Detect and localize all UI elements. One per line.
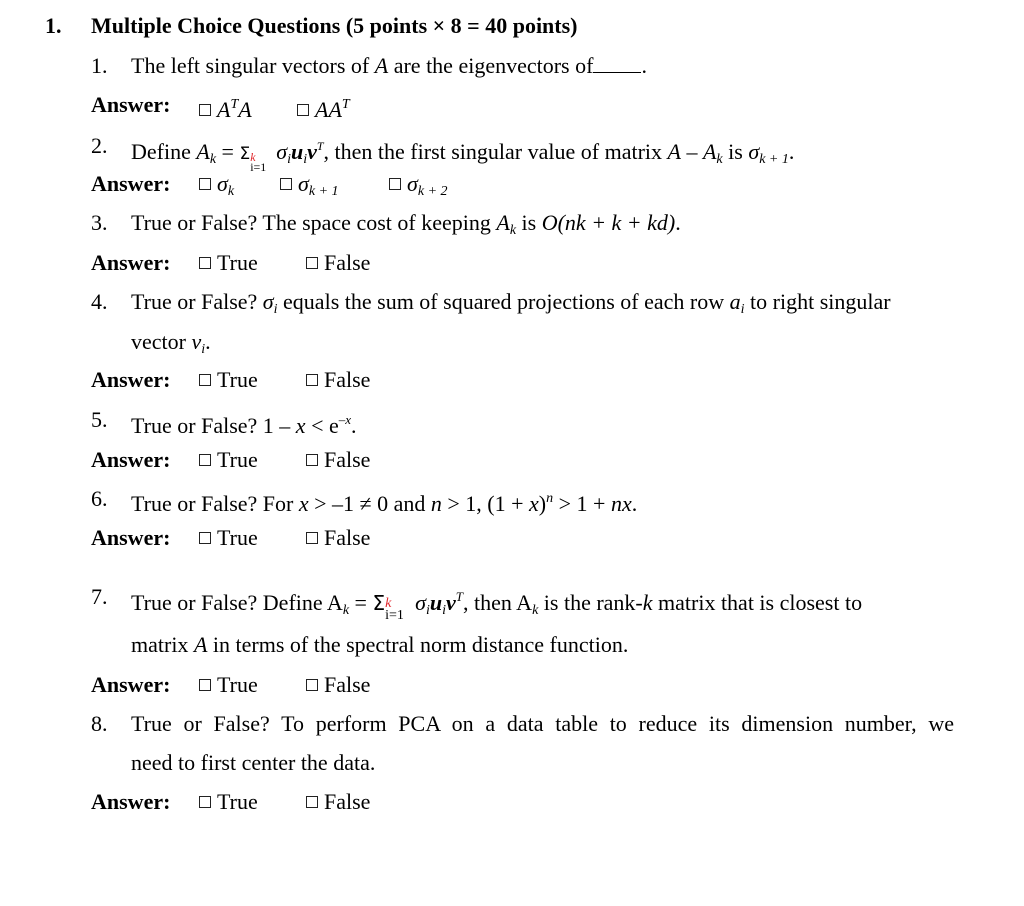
question-text: True or False? To perform PCA on a data table to reduce its dimension number, we — [131, 711, 954, 736]
checkbox[interactable] — [389, 178, 401, 190]
answer-option-false[interactable]: False — [306, 524, 370, 552]
question-text: True or False? $1 - x < e^{-x}$. — [131, 412, 357, 438]
answer-option[interactable]: $\sigma_{k + 1}$ — [280, 170, 339, 206]
answer-option[interactable]: $A^TA$ — [199, 91, 252, 124]
checkbox[interactable] — [306, 796, 318, 808]
checkbox[interactable] — [199, 454, 211, 466]
question-number: 1. — [91, 53, 108, 78]
checkbox[interactable] — [199, 374, 211, 386]
question-number: 4. — [91, 289, 108, 314]
checkbox[interactable] — [306, 679, 318, 691]
answer-option-true[interactable]: True — [199, 446, 258, 474]
question-text: True or False? Define $A_k = \Sigma$ k i=1 $\sigma_iu_iv^T$, then $A_k$ is the rank-k matrix that is closest to — [131, 589, 863, 623]
answer-label: Answer: — [91, 171, 171, 196]
question-text-line2: vector $v_i$. — [131, 329, 211, 357]
answer-option-true[interactable]: True — [199, 366, 258, 394]
checkbox[interactable] — [306, 532, 318, 544]
question-text: True or False? $\sigma_i$ equals the sum of squared projections of each row $a_i$ to right singular — [131, 289, 891, 317]
question-text-line2: matrix A in terms of the spectral norm distance function. — [131, 632, 629, 657]
answer-blank — [593, 54, 641, 73]
question-number: 7. — [91, 584, 108, 609]
answer-label: Answer: — [91, 92, 171, 117]
checkbox[interactable] — [306, 374, 318, 386]
checkbox[interactable] — [199, 679, 211, 691]
checkbox[interactable] — [306, 454, 318, 466]
section-title: Multiple Choice Questions (5 points × 8 = 40 points) — [91, 13, 578, 38]
question-text: True or False? The space cost of keeping $A_k$ is O(nk + k + kd). — [131, 210, 681, 238]
checkbox[interactable] — [199, 178, 211, 190]
checkbox[interactable] — [280, 178, 292, 190]
question-number: 3. — [91, 210, 108, 235]
answer-option-false[interactable]: False — [306, 446, 370, 474]
answer-option-false[interactable]: False — [306, 366, 370, 394]
answer-option-true[interactable]: True — [199, 249, 258, 277]
answer-option-false[interactable]: False — [306, 788, 370, 816]
question-text-line2: need to first center the data. — [131, 750, 376, 775]
question-number: 2. — [91, 133, 108, 158]
answer-option-false[interactable]: False — [306, 249, 370, 277]
checkbox[interactable] — [306, 257, 318, 269]
checkbox[interactable] — [297, 104, 309, 116]
answer-option[interactable]: $\sigma_{k + 2}$ — [389, 170, 448, 206]
answer-option[interactable]: $\sigma_k$ — [199, 170, 234, 206]
answer-option-false[interactable]: False — [306, 671, 370, 699]
summation-icon: Σ — [372, 591, 386, 615]
question-number: 6. — [91, 486, 108, 511]
answer-label: Answer: — [91, 367, 171, 392]
section-number: 1. — [45, 13, 62, 38]
checkbox[interactable] — [199, 796, 211, 808]
answer-option-true[interactable]: True — [199, 788, 258, 816]
answer-label: Answer: — [91, 672, 171, 697]
answer-label: Answer: — [91, 525, 171, 550]
checkbox[interactable] — [199, 532, 211, 544]
answer-label: Answer: — [91, 447, 171, 472]
checkbox[interactable] — [199, 257, 211, 269]
question-text: The left singular vectors of A are the eigenvectors of . — [131, 53, 647, 78]
summation-icon: Σ — [239, 144, 251, 164]
answer-label: Answer: — [91, 789, 171, 814]
answer-option-true[interactable]: True — [199, 671, 258, 699]
answer-option-true[interactable]: True — [199, 524, 258, 552]
answer-option[interactable]: $AA^T$ — [297, 91, 350, 124]
checkbox[interactable] — [199, 104, 211, 116]
question-number: 5. — [91, 407, 108, 432]
question-text: True or False? For x > –1 ≠ 0 and n > 1, $(1 + x)^n > 1$ + nx. — [131, 491, 638, 516]
answer-label: Answer: — [91, 250, 171, 275]
question-text: Define $A_k = \Sigma$ k i=1 $\sigma_iu_iv^T$, then the first singular value of matrix A – $A_k$ is $\sigma_{k + 1}$. — [131, 139, 795, 174]
question-number: 8. — [91, 711, 108, 736]
